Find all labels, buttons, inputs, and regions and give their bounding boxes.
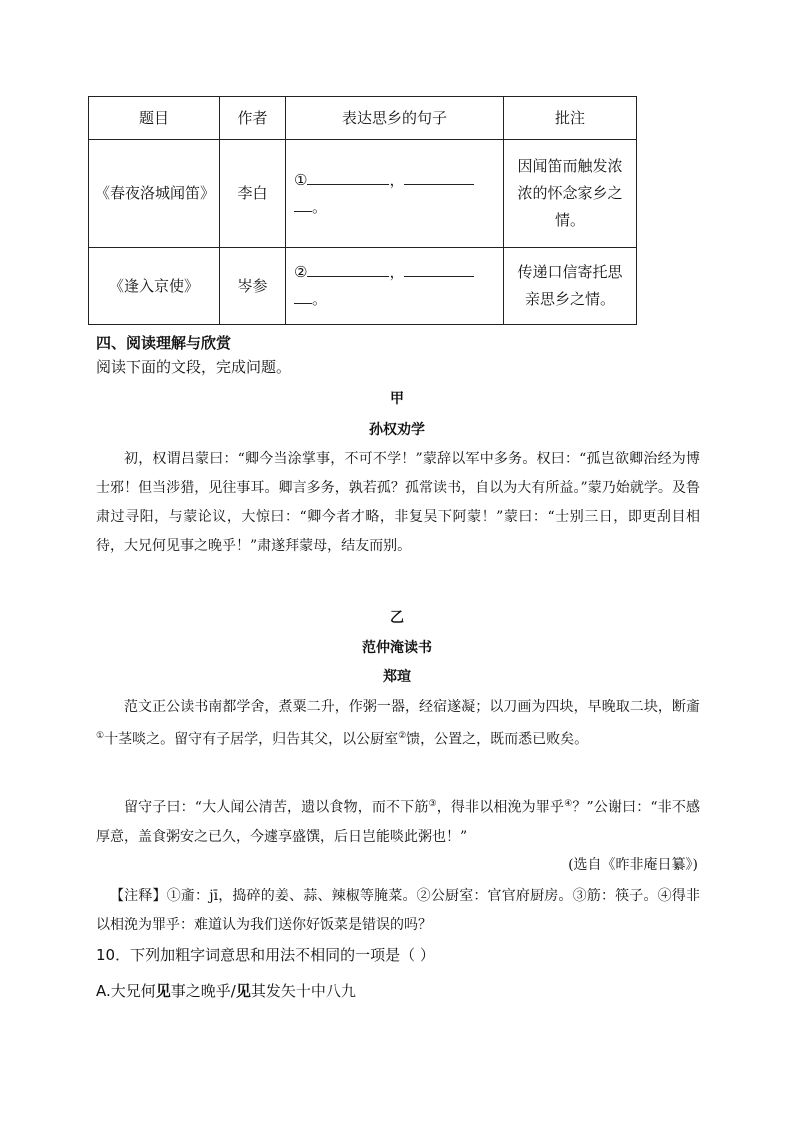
text-a-label: 甲 bbox=[390, 391, 404, 407]
text-a-body: 初，权谓吕蒙曰：“卿今当涂掌事，不可不学！”蒙辞以军中多务。权曰：“孤岂欲卿治经为博士邪！但当涉猎，见往事耳。卿言多务，孰若孤？孤常读书，自以为大有所益。”蒙乃始就学。及鲁肃过寻阳，与蒙论议，大惊曰：“卿今者才略，非复吴下阿蒙！”蒙曰：“士别三日，即更刮目相待，大兄何见事之晚乎！”肃遂拜蒙母，结友而别。 bbox=[96, 451, 700, 554]
header-note: 批注 bbox=[504, 97, 637, 140]
section-title: 四、阅读理解与欣赏 bbox=[96, 334, 232, 352]
text-span: 十茎啖之。留守有子居学，归告其父，以公厨室 bbox=[104, 731, 399, 748]
table-header-row bbox=[89, 97, 637, 140]
blank-end: 。 bbox=[312, 290, 328, 308]
header-author: 作者 bbox=[220, 97, 286, 140]
blank-separator: ， bbox=[389, 263, 405, 281]
blank-marker: ② bbox=[294, 263, 308, 281]
poem-title: 《春夜洛城闻笛》 bbox=[89, 140, 220, 248]
option-text: 事之晚乎/ bbox=[170, 982, 236, 1000]
blank-separator: ， bbox=[389, 170, 405, 189]
answer-blank[interactable] bbox=[294, 195, 312, 212]
poem-title: 《逢入京使》 bbox=[89, 248, 220, 325]
text-b-paragraph-2 bbox=[96, 790, 700, 852]
footnote-mark: ② bbox=[398, 731, 407, 741]
table-row bbox=[89, 140, 637, 248]
answer-blank[interactable] bbox=[404, 260, 474, 277]
text-a-title: 孙权劝学 bbox=[369, 422, 425, 438]
header-sentence: 表达思乡的句子 bbox=[286, 97, 504, 140]
question-10-stem: 10．下列加粗字词意思和用法不相同的一项是（ ） bbox=[96, 946, 435, 964]
text-b-title: 范仲淹读书 bbox=[362, 640, 432, 656]
text-span: 留守子曰：“大人闻公清苦，遗以食物，而不下筋 bbox=[124, 799, 429, 816]
sentence-cell bbox=[286, 248, 504, 325]
text-span: 范文正公读书南都学舍，煮粟二升，作粥一器，经宿遂凝；以刀画为四块，早晚取二块，断齑 bbox=[124, 699, 700, 715]
footnote-mark: ① bbox=[96, 731, 105, 741]
sentence-cell bbox=[286, 140, 504, 248]
poem-note: 传递口信寄托思亲思乡之情。 bbox=[504, 248, 637, 325]
text-b-paragraph-1 bbox=[96, 693, 700, 755]
text-b-label: 乙 bbox=[390, 610, 404, 626]
text-span: ？”公谢曰：“非不感厚意，盖食粥安之已久，今遽享盛馔，后日岂能啖此粥也！” bbox=[96, 799, 701, 845]
annotations: 【注释】①齑：jī，捣碎的姜、蒜、辣椒等腌菜。②公厨室：官官府厨房。③筋：筷子。④得非以相浼为罪乎：难道认为我们送你好饭菜是错误的吗？ bbox=[96, 888, 700, 933]
footnote-mark: ③ bbox=[428, 799, 437, 809]
bold-word: 见 bbox=[155, 982, 171, 1000]
option-a[interactable] bbox=[96, 980, 356, 1001]
footnote-mark: ④ bbox=[564, 799, 573, 809]
answer-blank[interactable] bbox=[307, 168, 389, 185]
poem-author: 李白 bbox=[220, 140, 286, 248]
poem-author: 岑参 bbox=[220, 248, 286, 325]
option-text: 其发矢十中八九 bbox=[250, 982, 356, 1000]
poem-note: 因闻笛而触发浓浓的怀念家乡之情。 bbox=[504, 140, 637, 248]
table-row bbox=[89, 248, 637, 325]
text-span: ，得非以相浼为罪乎 bbox=[436, 799, 565, 816]
answer-blank[interactable] bbox=[404, 168, 474, 185]
option-text: A.大兄何 bbox=[96, 982, 156, 1000]
header-title: 题目 bbox=[89, 97, 220, 140]
poem-table bbox=[88, 96, 637, 325]
section-intro: 阅读下面的文段，完成问题。 bbox=[96, 358, 292, 376]
answer-blank[interactable] bbox=[307, 260, 389, 277]
bold-word: 见 bbox=[235, 982, 251, 1000]
text-span: 馈，公置之，既而悉已败矣。 bbox=[406, 731, 589, 748]
blank-marker: ① bbox=[294, 170, 308, 189]
blank-end: 。 bbox=[312, 197, 328, 216]
source-citation: (选自《昨非庵日纂》) bbox=[568, 857, 698, 873]
text-b-author: 郑瑄 bbox=[383, 669, 411, 685]
answer-blank[interactable] bbox=[294, 287, 312, 304]
